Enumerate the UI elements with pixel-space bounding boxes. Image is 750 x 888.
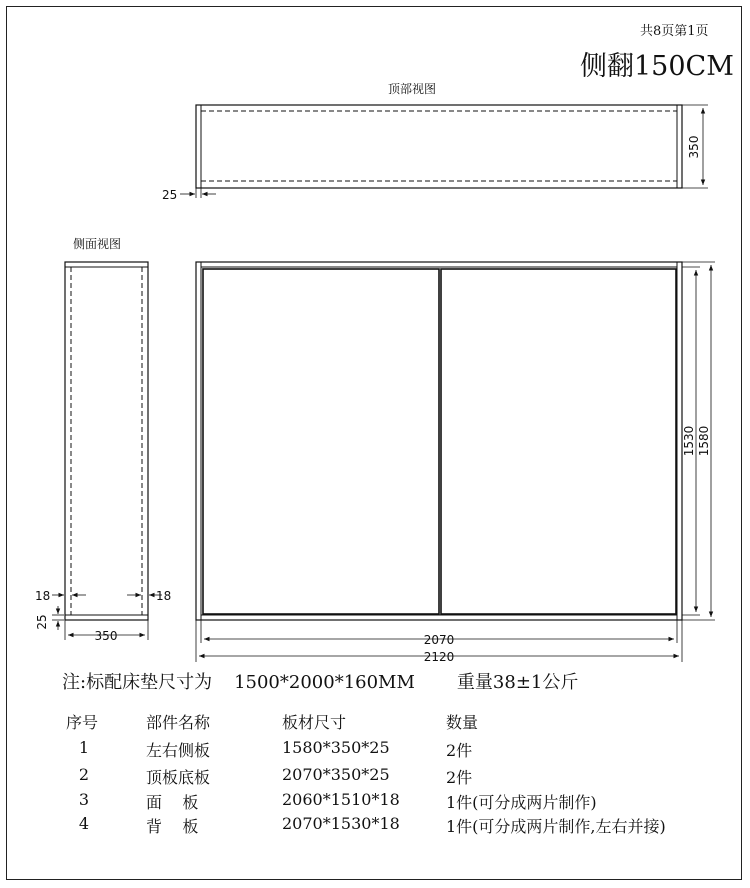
row-name: 左右侧板 <box>146 741 211 760</box>
dim-top-thickness: 25 <box>162 188 178 202</box>
weight: 重量38±1公斤 <box>456 672 579 693</box>
row-no: 2 <box>78 765 90 784</box>
note <box>62 668 578 694</box>
side-view <box>52 262 162 640</box>
row-no: 3 <box>78 790 90 809</box>
row-size: 2070*1530*18 <box>282 814 400 833</box>
page-count: 共8页第1页 <box>640 24 709 39</box>
header-no: 序号 <box>66 713 99 732</box>
dim-side-bottom: 25 <box>35 614 49 630</box>
dim-side-left-inset: 18 <box>35 589 51 603</box>
row-qty: 2件 <box>446 741 473 760</box>
dim-front-inner-width: 2070 <box>423 633 455 647</box>
dim-front-outer-width: 2120 <box>423 650 455 664</box>
dim-side-right-inset: 18 <box>156 589 172 603</box>
drawing-title: 侧翻150CM <box>580 51 734 82</box>
row-name: 顶板底板 <box>146 768 211 787</box>
header-name: 部件名称 <box>146 713 211 732</box>
note-prefix: 注:标配床垫尺寸为 <box>62 672 213 693</box>
row-name: 背 板 <box>146 817 199 836</box>
dim-top-depth: 350 <box>687 135 701 159</box>
row-size: 1580*350*25 <box>282 738 390 757</box>
row-no: 1 <box>78 738 90 757</box>
row-no: 4 <box>78 814 90 833</box>
header-qty: 数量 <box>446 713 479 732</box>
row-qty: 1件(可分成两片制作,左右并接) <box>446 817 666 836</box>
top-view <box>180 105 708 198</box>
mattress-size: 1500*2000*160MM <box>234 672 415 693</box>
row-qty: 2件 <box>446 768 473 787</box>
top-view-label: 顶部视图 <box>388 82 437 96</box>
row-name: 面 板 <box>146 793 199 812</box>
front-view <box>196 262 715 662</box>
row-qty: 1件(可分成两片制作) <box>446 793 597 812</box>
header-size: 板材尺寸 <box>282 713 347 732</box>
dim-front-inner-height: 1530 <box>682 425 696 457</box>
side-view-label: 侧面视图 <box>73 237 122 251</box>
row-size: 2060*1510*18 <box>282 790 400 809</box>
dim-side-width: 350 <box>94 629 118 643</box>
dim-front-outer-height: 1580 <box>697 425 711 457</box>
row-size: 2070*350*25 <box>282 765 390 784</box>
